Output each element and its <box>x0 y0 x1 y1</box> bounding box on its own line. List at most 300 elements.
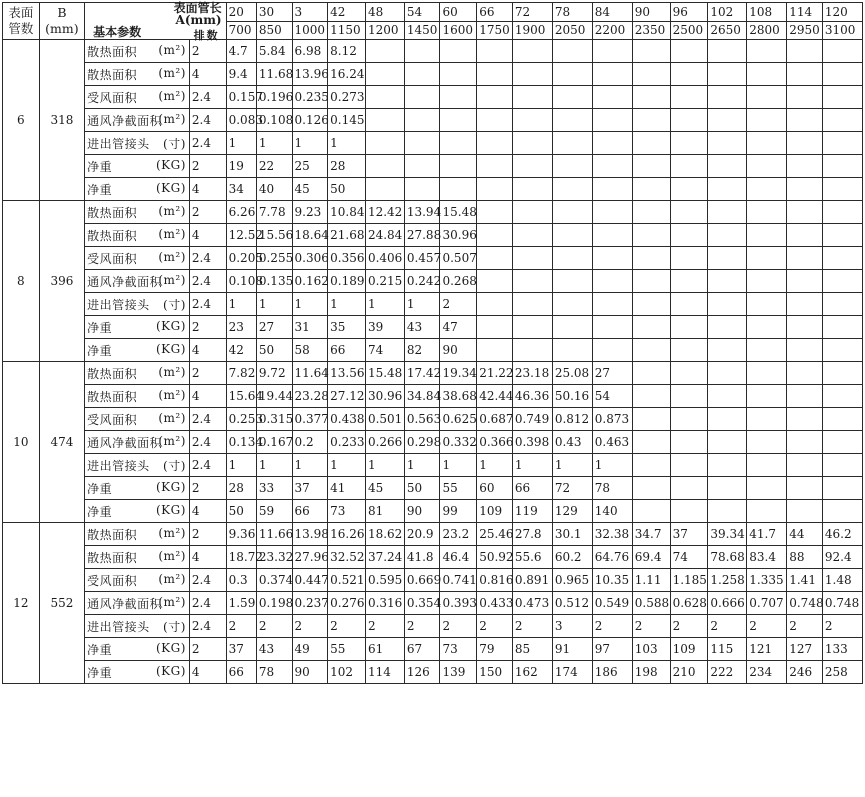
table-row <box>3 247 863 270</box>
value-cell <box>747 316 787 339</box>
param-unit: (m²) <box>158 226 186 241</box>
value-cell: 19.34 <box>440 362 477 385</box>
tube-length-label: 表面管长 A(mm) <box>173 1 222 27</box>
value-cell: 46.4 <box>440 546 477 569</box>
value-cell: 1.59 <box>226 592 256 615</box>
param-unit: (KG) <box>155 663 186 678</box>
value-cell: 3 <box>552 615 592 638</box>
a-value-header: 2050 <box>552 21 592 40</box>
value-cell <box>708 86 747 109</box>
param-name: 净重 <box>87 665 113 680</box>
value-cell: 1 <box>440 454 477 477</box>
value-cell <box>708 201 747 224</box>
value-cell: 15.56 <box>256 224 292 247</box>
param-unit: (KG) <box>155 479 186 494</box>
value-cell <box>670 385 708 408</box>
param-name: 净重 <box>87 642 113 657</box>
value-cell <box>670 408 708 431</box>
param-cell <box>85 546 190 569</box>
param-unit: (m²) <box>158 364 186 379</box>
value-cell: 0.162 <box>292 270 328 293</box>
value-cell: 34.7 <box>632 523 670 546</box>
value-cell: 4.7 <box>226 40 256 63</box>
param-name: 进出管接头 <box>87 619 150 634</box>
value-cell: 12.42 <box>365 201 404 224</box>
value-cell: 0.873 <box>592 408 632 431</box>
surface-length-header: 78 <box>552 3 592 22</box>
value-cell <box>747 178 787 201</box>
value-cell <box>440 63 477 86</box>
value-cell: 85 <box>512 638 552 661</box>
value-cell: 0.356 <box>328 247 366 270</box>
value-cell: 0.748 <box>822 592 862 615</box>
table-row <box>3 615 863 638</box>
value-cell <box>440 132 477 155</box>
value-cell <box>787 454 823 477</box>
value-cell <box>747 155 787 178</box>
value-cell <box>404 155 440 178</box>
rows-cell: 2 <box>189 523 226 546</box>
param-cell <box>85 316 190 339</box>
value-cell: 109 <box>477 500 513 523</box>
rows-label: 排数 <box>193 29 220 42</box>
basic-params-label: 基本参数 <box>93 25 142 39</box>
value-cell: 50 <box>328 178 366 201</box>
rows-cell: 2.4 <box>189 86 226 109</box>
value-cell <box>747 247 787 270</box>
value-cell: 82 <box>404 339 440 362</box>
param-unit: (m²) <box>158 111 186 126</box>
value-cell <box>632 362 670 385</box>
rows-cell: 2 <box>189 40 226 63</box>
param-name: 受风面积 <box>87 251 138 266</box>
value-cell <box>477 247 513 270</box>
param-unit: (m²) <box>158 410 186 425</box>
value-cell: 0.512 <box>552 592 592 615</box>
value-cell <box>632 454 670 477</box>
value-cell: 38.68 <box>440 385 477 408</box>
value-cell: 15.48 <box>440 201 477 224</box>
surface-length-header: 102 <box>708 3 747 22</box>
value-cell: 0.374 <box>256 569 292 592</box>
value-cell <box>708 477 747 500</box>
b-header: B (mm) <box>39 3 84 40</box>
value-cell: 1.335 <box>747 569 787 592</box>
param-name: 净重 <box>87 343 113 358</box>
value-cell: 1.41 <box>787 569 823 592</box>
value-cell <box>592 224 632 247</box>
value-cell: 13.96 <box>292 63 328 86</box>
value-cell <box>822 178 862 201</box>
value-cell: 16.24 <box>328 63 366 86</box>
value-cell <box>632 500 670 523</box>
value-cell: 0.563 <box>404 408 440 431</box>
value-cell <box>552 63 592 86</box>
value-cell: 31 <box>292 316 328 339</box>
param-name: 散热面积 <box>87 389 138 404</box>
value-cell <box>747 454 787 477</box>
param-unit: (KG) <box>155 341 186 356</box>
value-cell: 67 <box>404 638 440 661</box>
value-cell <box>787 178 823 201</box>
param-unit: (KG) <box>155 157 186 172</box>
table-row <box>3 339 863 362</box>
value-cell: 64.76 <box>592 546 632 569</box>
value-cell <box>708 109 747 132</box>
value-cell: 2 <box>747 615 787 638</box>
param-unit: (寸) <box>163 297 186 312</box>
value-cell <box>552 316 592 339</box>
rows-cell: 4 <box>189 661 226 684</box>
tube-count-cell: 8 <box>3 201 40 362</box>
param-cell <box>85 201 190 224</box>
value-cell <box>747 385 787 408</box>
value-cell <box>512 132 552 155</box>
value-cell <box>787 40 823 63</box>
value-cell: 0.145 <box>328 109 366 132</box>
value-cell: 1 <box>404 293 440 316</box>
param-cell <box>85 500 190 523</box>
value-cell: 66 <box>226 661 256 684</box>
value-cell: 21.22 <box>477 362 513 385</box>
tube-count-cell: 12 <box>3 523 40 684</box>
value-cell <box>747 224 787 247</box>
value-cell <box>747 201 787 224</box>
value-cell <box>787 385 823 408</box>
value-cell: 46.2 <box>822 523 862 546</box>
value-cell <box>670 63 708 86</box>
value-cell: 0.748 <box>787 592 823 615</box>
value-cell: 60 <box>477 477 513 500</box>
value-cell <box>822 454 862 477</box>
param-name: 进出管接头 <box>87 458 150 473</box>
a-value-header: 2350 <box>632 21 670 40</box>
value-cell <box>708 178 747 201</box>
param-cell <box>85 40 190 63</box>
value-cell: 27.88 <box>404 224 440 247</box>
param-unit: (寸) <box>163 619 186 634</box>
value-cell: 0.189 <box>328 270 366 293</box>
param-name: 散热面积 <box>87 527 138 542</box>
value-cell <box>552 155 592 178</box>
value-cell: 13.56 <box>328 362 366 385</box>
value-cell: 0.741 <box>440 569 477 592</box>
value-cell: 20.9 <box>404 523 440 546</box>
a-value-header: 1000 <box>292 21 328 40</box>
value-cell <box>632 132 670 155</box>
value-cell <box>404 109 440 132</box>
value-cell <box>404 178 440 201</box>
value-cell <box>747 270 787 293</box>
value-cell <box>822 63 862 86</box>
value-cell: 66 <box>292 500 328 523</box>
value-cell: 2 <box>292 615 328 638</box>
surface-length-header: 54 <box>404 3 440 22</box>
value-cell: 0.377 <box>292 408 328 431</box>
value-cell: 0.687 <box>477 408 513 431</box>
value-cell <box>632 408 670 431</box>
value-cell <box>552 224 592 247</box>
value-cell <box>404 40 440 63</box>
value-cell <box>512 270 552 293</box>
value-cell: 0.198 <box>256 592 292 615</box>
value-cell <box>440 109 477 132</box>
param-cell <box>85 339 190 362</box>
value-cell: 0.108 <box>226 270 256 293</box>
value-cell <box>670 270 708 293</box>
value-cell <box>592 132 632 155</box>
value-cell <box>592 109 632 132</box>
value-cell: 0.332 <box>440 431 477 454</box>
value-cell: 30.96 <box>365 385 404 408</box>
value-cell <box>632 431 670 454</box>
value-cell <box>592 155 632 178</box>
table-row <box>3 132 863 155</box>
value-cell <box>787 109 823 132</box>
value-cell <box>512 86 552 109</box>
value-cell: 50 <box>404 477 440 500</box>
value-cell: 81 <box>365 500 404 523</box>
value-cell: 0.625 <box>440 408 477 431</box>
param-name: 通风净截面积 <box>87 113 163 128</box>
value-cell: 54 <box>592 385 632 408</box>
value-cell: 2 <box>708 615 747 638</box>
value-cell: 2 <box>592 615 632 638</box>
value-cell: 41 <box>328 477 366 500</box>
surface-length-header: 3 <box>292 3 328 22</box>
value-cell: 186 <box>592 661 632 684</box>
param-name: 进出管接头 <box>87 136 150 151</box>
value-cell <box>747 408 787 431</box>
value-cell: 37 <box>226 638 256 661</box>
value-cell: 0.126 <box>292 109 328 132</box>
value-cell <box>670 477 708 500</box>
value-cell: 0.595 <box>365 569 404 592</box>
param-cell <box>85 477 190 500</box>
value-cell <box>670 454 708 477</box>
surface-length-header: 30 <box>256 3 292 22</box>
value-cell: 27 <box>256 316 292 339</box>
value-cell <box>552 40 592 63</box>
value-cell: 0.501 <box>365 408 404 431</box>
value-cell: 83.4 <box>747 546 787 569</box>
param-unit: (KG) <box>155 640 186 655</box>
value-cell: 2 <box>787 615 823 638</box>
rows-cell: 2 <box>189 316 226 339</box>
value-cell: 23.32 <box>256 546 292 569</box>
value-cell: 37 <box>292 477 328 500</box>
value-cell <box>787 293 823 316</box>
value-cell <box>708 63 747 86</box>
param-unit: (m²) <box>158 433 186 448</box>
surface-length-header: 96 <box>670 3 708 22</box>
a-value-header: 1750 <box>477 21 513 40</box>
value-cell: 0.167 <box>256 431 292 454</box>
value-cell: 72 <box>552 477 592 500</box>
value-cell: 2 <box>256 615 292 638</box>
value-cell: 0.521 <box>328 569 366 592</box>
value-cell <box>512 339 552 362</box>
value-cell <box>708 132 747 155</box>
value-cell: 19.44 <box>256 385 292 408</box>
value-cell: 58 <box>292 339 328 362</box>
value-cell: 1 <box>328 454 366 477</box>
value-cell: 27.96 <box>292 546 328 569</box>
value-cell: 45 <box>292 178 328 201</box>
value-cell <box>822 40 862 63</box>
value-cell <box>670 500 708 523</box>
value-cell: 9.4 <box>226 63 256 86</box>
value-cell <box>632 270 670 293</box>
value-cell: 0.157 <box>226 86 256 109</box>
value-cell <box>592 40 632 63</box>
b-value-cell: 396 <box>39 201 84 362</box>
surface-length-header: 114 <box>787 3 823 22</box>
param-unit: (m²) <box>158 594 186 609</box>
param-cell <box>85 592 190 615</box>
value-cell: 1 <box>226 454 256 477</box>
value-cell <box>822 477 862 500</box>
value-cell <box>787 362 823 385</box>
param-cell <box>85 63 190 86</box>
param-cell <box>85 615 190 638</box>
value-cell <box>708 155 747 178</box>
value-cell: 43 <box>404 316 440 339</box>
value-cell <box>477 132 513 155</box>
value-cell: 7.82 <box>226 362 256 385</box>
value-cell <box>477 316 513 339</box>
a-value-header: 2650 <box>708 21 747 40</box>
value-cell <box>708 247 747 270</box>
value-cell <box>747 293 787 316</box>
value-cell: 21.68 <box>328 224 366 247</box>
value-cell <box>670 362 708 385</box>
value-cell: 39 <box>365 316 404 339</box>
value-cell: 222 <box>708 661 747 684</box>
value-cell: 30.1 <box>552 523 592 546</box>
value-cell: 42.44 <box>477 385 513 408</box>
value-cell: 16.26 <box>328 523 366 546</box>
value-cell <box>787 500 823 523</box>
value-cell <box>822 86 862 109</box>
value-cell <box>632 316 670 339</box>
param-unit: (m²) <box>158 525 186 540</box>
value-cell <box>592 293 632 316</box>
value-cell: 114 <box>365 661 404 684</box>
value-cell: 2 <box>440 615 477 638</box>
value-cell: 162 <box>512 661 552 684</box>
rows-cell: 4 <box>189 63 226 86</box>
param-name: 散热面积 <box>87 550 138 565</box>
value-cell <box>365 40 404 63</box>
value-cell: 1 <box>256 293 292 316</box>
value-cell <box>632 247 670 270</box>
value-cell <box>365 178 404 201</box>
value-cell: 129 <box>552 500 592 523</box>
rows-cell: 2.4 <box>189 109 226 132</box>
rows-cell: 2 <box>189 477 226 500</box>
value-cell <box>747 362 787 385</box>
value-cell: 0.315 <box>256 408 292 431</box>
value-cell <box>670 178 708 201</box>
table-row <box>3 224 863 247</box>
value-cell <box>822 385 862 408</box>
rows-cell: 2.4 <box>189 592 226 615</box>
value-cell: 32.38 <box>592 523 632 546</box>
value-cell: 0.3 <box>226 569 256 592</box>
value-cell: 9.23 <box>292 201 328 224</box>
value-cell <box>708 408 747 431</box>
value-cell: 0.134 <box>226 431 256 454</box>
value-cell <box>787 408 823 431</box>
rows-cell: 2.4 <box>189 569 226 592</box>
value-cell: 88 <box>787 546 823 569</box>
param-unit: (KG) <box>155 180 186 195</box>
value-cell: 15.48 <box>365 362 404 385</box>
rows-cell: 2.4 <box>189 270 226 293</box>
value-cell <box>787 270 823 293</box>
value-cell <box>708 224 747 247</box>
value-cell: 2 <box>440 293 477 316</box>
param-unit: (m²) <box>158 65 186 80</box>
value-cell: 1 <box>226 293 256 316</box>
value-cell <box>670 40 708 63</box>
value-cell: 0.083 <box>226 109 256 132</box>
value-cell: 40 <box>256 178 292 201</box>
param-unit: (寸) <box>163 458 186 473</box>
value-cell: 18.72 <box>226 546 256 569</box>
surface-length-header: 66 <box>477 3 513 22</box>
value-cell <box>708 454 747 477</box>
value-cell: 0.447 <box>292 569 328 592</box>
value-cell <box>592 178 632 201</box>
value-cell <box>632 477 670 500</box>
param-cell <box>85 408 190 431</box>
value-cell: 127 <box>787 638 823 661</box>
param-name: 受风面积 <box>87 90 138 105</box>
value-cell: 13.98 <box>292 523 328 546</box>
value-cell <box>787 63 823 86</box>
value-cell: 0.406 <box>365 247 404 270</box>
param-name: 通风净截面积 <box>87 435 163 450</box>
value-cell: 32.52 <box>328 546 366 569</box>
surface-length-header: 120 <box>822 3 862 22</box>
table-row <box>3 546 863 569</box>
value-cell: 12.52 <box>226 224 256 247</box>
value-cell: 78 <box>256 661 292 684</box>
value-cell: 24.84 <box>365 224 404 247</box>
value-cell: 60.2 <box>552 546 592 569</box>
value-cell: 27.12 <box>328 385 366 408</box>
value-cell <box>592 316 632 339</box>
value-cell <box>365 86 404 109</box>
value-cell <box>708 500 747 523</box>
value-cell: 0.393 <box>440 592 477 615</box>
value-cell: 0.628 <box>670 592 708 615</box>
value-cell <box>512 155 552 178</box>
param-unit: (m²) <box>158 88 186 103</box>
surface-length-header: 60 <box>440 3 477 22</box>
value-cell: 28 <box>328 155 366 178</box>
table-row <box>3 270 863 293</box>
rows-cell: 2 <box>189 362 226 385</box>
param-name: 净重 <box>87 159 113 174</box>
value-cell <box>512 40 552 63</box>
value-cell: 1 <box>328 132 366 155</box>
param-unit: (m²) <box>158 548 186 563</box>
value-cell <box>592 63 632 86</box>
value-cell: 25.08 <box>552 362 592 385</box>
